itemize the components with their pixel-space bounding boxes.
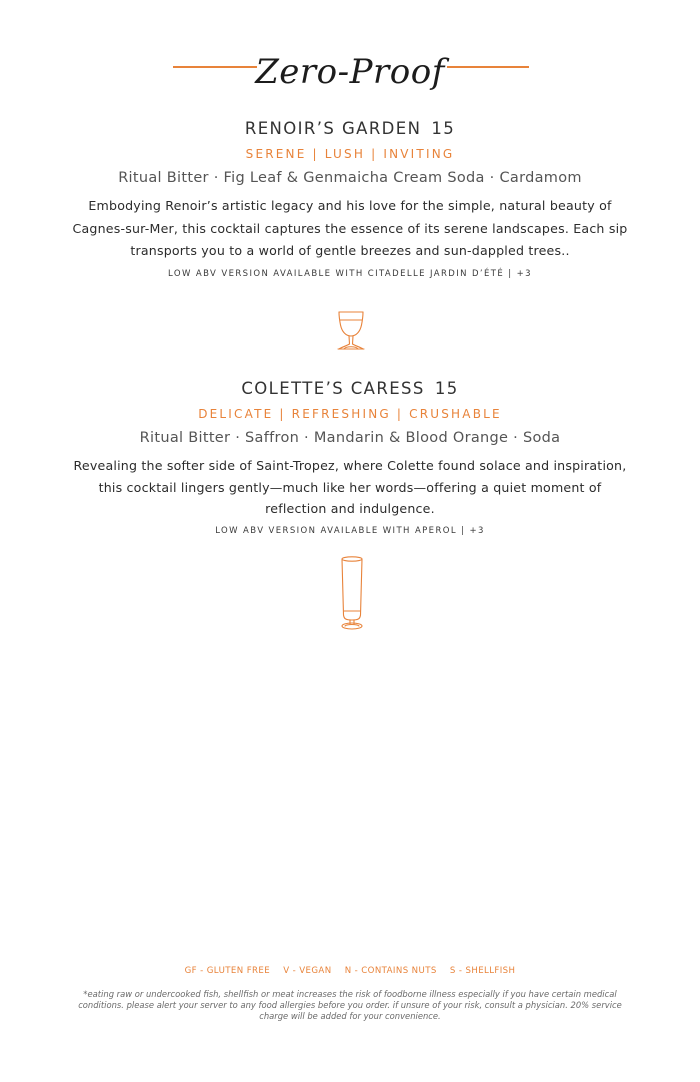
menu-item-renoirs-garden [0, 118, 700, 282]
item-ingredients: Ritual Bitter · Saffron · Mandarin & Blood Orange · Soda [139, 430, 561, 446]
item-ingredients: Ritual Bitter · Fig Leaf & Genmaicha Cream Soda · Cardamom [118, 170, 582, 186]
item-name: RENOIR’S GARDEN [244, 119, 422, 138]
item-price: 15 [434, 379, 459, 398]
highball-glass-icon [337, 555, 367, 635]
section-header [0, 52, 700, 108]
menu-item-colettes-caress [0, 378, 700, 539]
item-name-row [0, 118, 700, 140]
header-rule-right [447, 66, 529, 68]
section-title: Zero-Proof [255, 52, 445, 92]
legend-nuts: N - CONTAINS NUTS [344, 966, 437, 976]
item-abv-note: LOW ABV VERSION AVAILABLE WITH CITADELLE JARDIN D’ÉTÉ | +3 [168, 268, 532, 279]
item-tagline: SERENE | LUSH | INVITING [245, 147, 455, 161]
item-description: Embodying Renoir’s artistic legacy and his love for the simple, natural beauty of Cagnes-sur-Mer, this cocktail captures the essence of its serene landscapes. Each sip transports you to a world of gentle breezes and sun-dappled trees.. [72, 198, 628, 258]
item-name-row [0, 378, 700, 400]
legend-shellfish: S - SHELLFISH [449, 966, 516, 976]
health-disclaimer: *eating raw or undercooked fish, shellfish or meat increases the risk of foodborne illness especially if you have certain medical conditions. please alert your server to any food allergies before you order. if unsure of your risk, consult a physician. 20% service charge will be added for your convenience. [78, 989, 622, 1021]
dietary-legend [0, 966, 700, 976]
coupe-glass-icon [334, 309, 368, 355]
legend-gluten-free: GF - GLUTEN FREE [184, 966, 271, 976]
item-price: 15 [431, 119, 456, 138]
item-description: Revealing the softer side of Saint-Tropez, where Colette found solace and inspiration, this cocktail lingers gently—much like her words—offering a quiet moment of reflection and indulgence. [73, 458, 627, 516]
legend-vegan: V - VEGAN [283, 966, 332, 976]
item-tagline: DELICATE | REFRESHING | CRUSHABLE [198, 407, 502, 421]
item-name: COLETTE’S CARESS [241, 379, 425, 398]
item-abv-note: LOW ABV VERSION AVAILABLE WITH APEROL | +3 [215, 525, 485, 536]
